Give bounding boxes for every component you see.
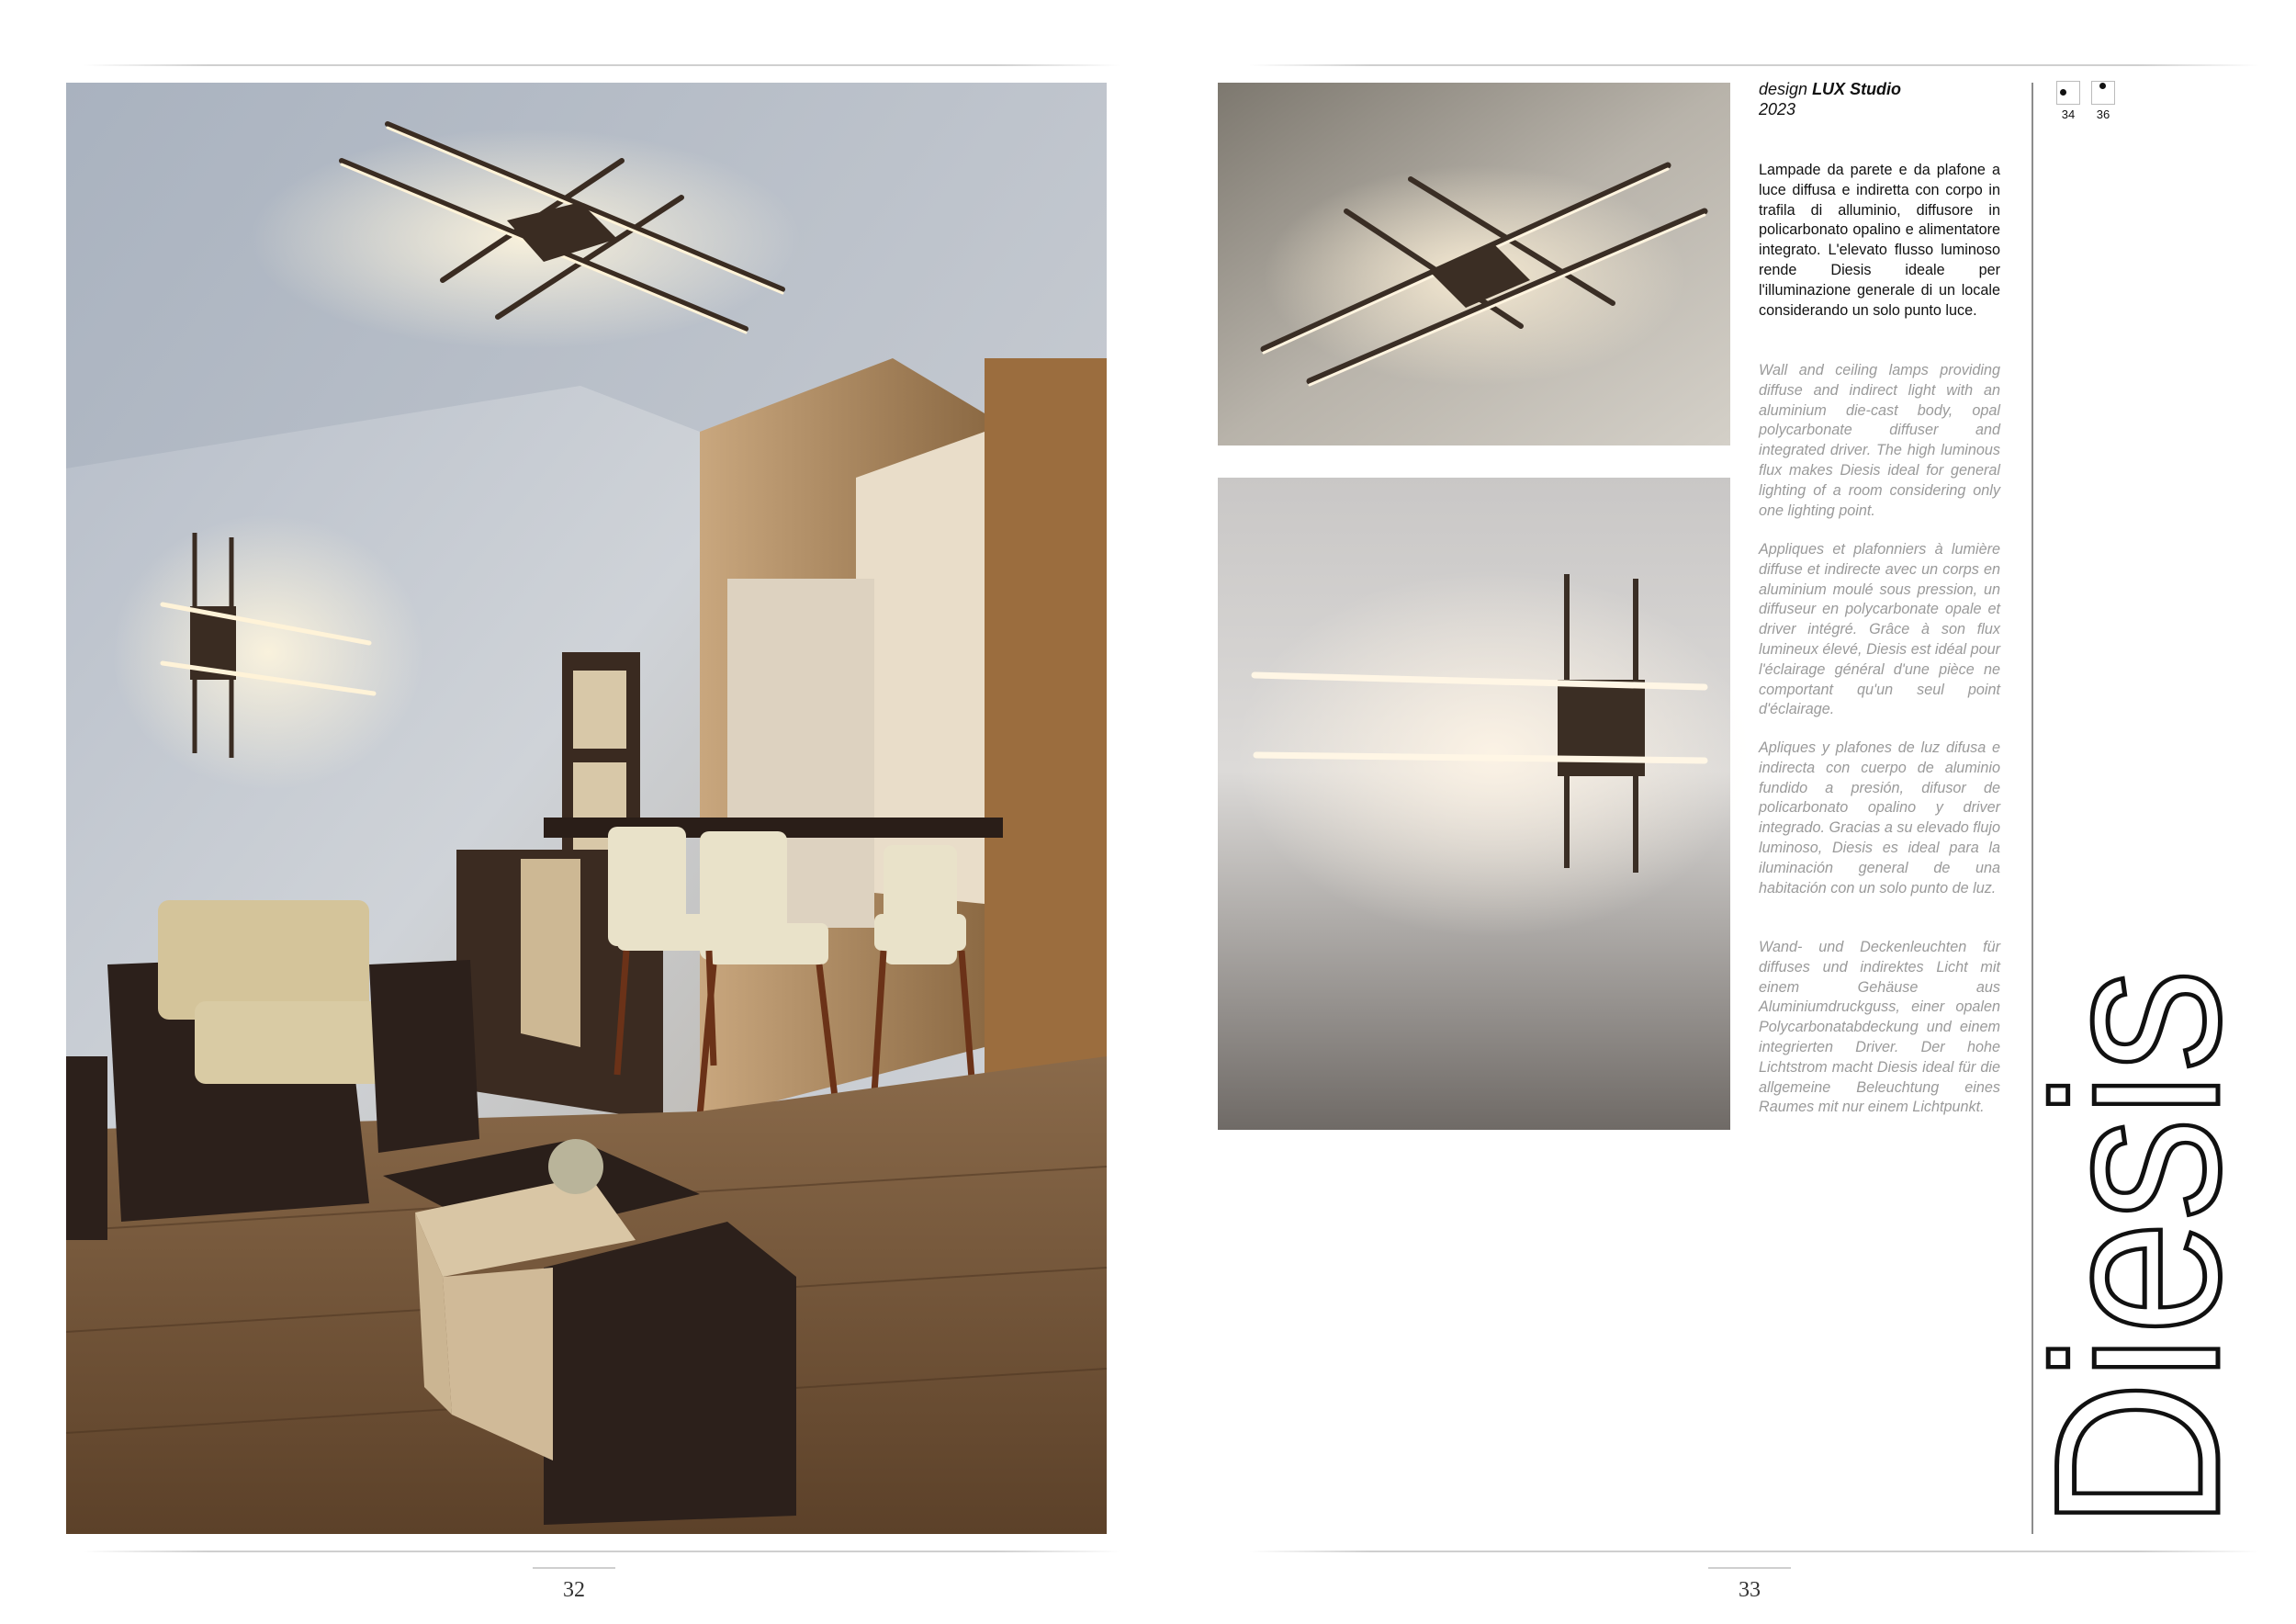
product-title xyxy=(2007,891,2268,1543)
reference-ceiling[interactable] xyxy=(2090,81,2116,121)
design-studio: LUX Studio xyxy=(1812,80,1902,98)
description-french: Appliques et plafonniers à lumière diffuse et indirecte avec un corps en aluminium moulé sous pression, un diffuseur en polycarbonate opale et driver intégré. Grâce à son flux lumineux élevé, Diesis est idéal pour l'éclairage général d'une pièce ne comportant qu'un seul point d'éclairage. xyxy=(1759,541,2000,718)
wall-mount-icon xyxy=(2056,81,2080,105)
design-credit xyxy=(1759,79,1901,119)
bottom-rule-left xyxy=(83,1551,1120,1552)
wall-lamp-photo xyxy=(1218,478,1730,1130)
top-rule-left xyxy=(83,64,1120,66)
page-number-right-text: 33 xyxy=(1739,1578,1761,1602)
design-year: 2023 xyxy=(1759,100,1796,118)
description-spanish: Apliques y plafones de luz difusa e indirecta con cuerpo de aluminio fundido a presión, difusor de policarbonato opalino y driver integrado. Gracias a su elevado flujo luminoso, Diesis es ideal para la iluminación general de una habitación con un solo punto de luz. xyxy=(1759,739,2000,897)
page-number-left-text: 32 xyxy=(563,1578,585,1602)
reference-wall[interactable] xyxy=(2055,81,2081,121)
description-german: Wand- und Deckenleuchten für diffuses und indirektes Licht mit einem Gehäuse aus Aluminiumdruckguss, einer opalen Polycarbonatabdeckung und einem integrierten Driver. Der hohe Lichtstrom macht Diesis ideal für die allgemeine Beleuchtung eines Raumes mit nur einem Lichtpunkt. xyxy=(1759,939,2000,1116)
product-title-text: Diesis xyxy=(2007,891,2268,1529)
ceiling-lamp-photo xyxy=(1218,83,1730,445)
design-prefix: design xyxy=(1759,80,1808,98)
description-english: Wall and ceiling lamps providing diffuse and indirect light with an aluminium die-cast body, opal polycarbonate diffuser and integrated driver. The high luminous flux makes Diesis ideal for general lighting of a room considering only one lighting point. xyxy=(1759,362,2000,519)
page-number-right xyxy=(1708,1578,1791,1603)
reference-page-36: 36 xyxy=(2096,107,2110,121)
page-number-left xyxy=(533,1578,615,1603)
living-room-photo xyxy=(66,83,1107,1534)
top-rule-right xyxy=(1249,64,2259,66)
ceiling-mount-icon xyxy=(2091,81,2115,105)
reference-page-34: 34 xyxy=(2061,107,2076,121)
bottom-rule-right xyxy=(1249,1551,2259,1552)
description-italian: Lampade da parete e da plafone a luce diffusa e indiretta con corpo in trafila di alluminio, diffusore in policarbonato opalino e alimentatore integrato. L'elevato flusso luminoso rende Diesis ideale per l'illuminazione generale di un locale considerando un solo punto luce. xyxy=(1759,162,2000,319)
